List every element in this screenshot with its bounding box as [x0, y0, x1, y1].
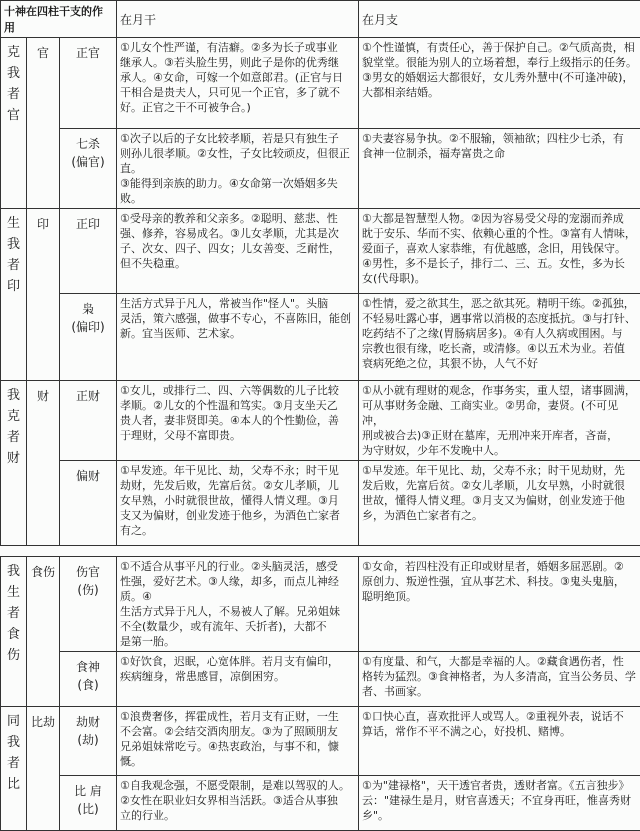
row-qisha: [1, 129, 640, 209]
subcategory-yin: 印: [27, 209, 60, 381]
cell-month-stem: ①浪费奢侈，挥霍成性，若月支有正财，一生 不会富。②会结交酒肉朋友。③为了照顾朋友 兄弟姐妹常吃亏。④热衷政治，与事不和，慷 慨。: [117, 707, 359, 776]
subcategory-guan: 官: [27, 38, 60, 209]
subcategory-cai: 财: [27, 381, 60, 546]
cell-month-stem: ①早发迹。年干见比、劫，父寿不永；时干见 劫财，先发后败，先富后贫。②女儿孝顺，儿 女早熟，小时就很世故，懂得人情义理。③月 支又为偏财，创业发迹于他乡，为酒色亡家者 有之。: [117, 461, 359, 546]
cell-month-stem: ①受母亲的教养和父亲多。②聪明、慈悲、性 强、修养，容易成名。③儿女孝顺，尤其是次 子、次女、四子、四女；儿女善变、乏耐性， 但不失稳重。: [117, 209, 359, 294]
row-shangguan: [1, 557, 640, 652]
category-bijie: 同 我 者 比: [1, 707, 27, 831]
subcategory-bijie: 比劫: [27, 707, 60, 831]
row-jiecai: [1, 707, 640, 776]
ten-god-name: 劫财 (劫): [60, 707, 117, 776]
cell-month-branch: ①夫妻容易争执。②不服输，领袖欲；四柱少七杀，有 食神一位制杀，福寿富贵之命: [359, 129, 640, 209]
row-bijian: [1, 776, 640, 831]
cell-month-branch: ①大都是智慧型人物。②因为容易受父母的宠溺而养成 眈于安乐、华而不实、依赖心重的个性。③富有人情味， 爱面子，喜欢人家恭维，有优越感，念旧，用钱保守。 ④男性，多不是长子，排行二、三、五。女性，多为长 女(代母职)。: [359, 209, 640, 294]
cell-month-branch: ①从小就有理财的观念，作事务实，重人望，诸事圆满， 可从事财务金融、工商实业。②男命，妻贤。(不可见冲， 刑或被合去)③正财在墓库，无刑冲来开库者，吝啬， 为守财奴，少年不发晚中人。: [359, 381, 640, 461]
ten-god-name: 比 肩 (比): [60, 776, 117, 831]
cell-month-branch: ①为"建禄格"，天干透官者贵，透财者富。《五言独步》 云："建禄生是月，财官喜透天；不宜身再旺，惟喜秀财 乡"。: [359, 776, 640, 831]
cell-month-stem: 生活方式异于凡人，常被当作"怪人"。头脑 灵活，策六感强，做事不专心，不喜陈旧，能创 新。宜当医师、艺术家。: [117, 294, 359, 381]
section-gap: [1, 546, 640, 557]
header-row: [1, 1, 640, 38]
row-zhengyin: [1, 209, 640, 294]
col-header-month-stem: 在月干: [117, 1, 359, 38]
subcategory-shishang: 食伤: [27, 557, 60, 707]
row-pianyin: [1, 294, 640, 381]
ten-god-name: 七杀 (偏官): [60, 129, 117, 209]
ten-god-name: 伤官 (伤): [60, 557, 117, 652]
cell-month-stem: ①自我观念强，不愿受限制，是难以驾驭的人。 ②女性在职业妇女界相当活跃。③适合从事独 立的行业。: [117, 776, 359, 831]
ten-god-name: 枭 (偏印): [60, 294, 117, 381]
cell-month-stem: ①女儿，或排行二、四、六等偶数的儿子比较 孝顺。②儿女的个性温和笃实。③月支坐天乙 贵人者，妻非贤即美。④本人的个性勤俭，善 于理财，父母不富即贵。: [117, 381, 359, 461]
ten-god-name: 正财: [60, 381, 117, 461]
category-yin: 生 我 者 印: [1, 209, 27, 381]
ten-god-name: 正官: [60, 38, 117, 129]
cell-month-stem: ①不适合从事平凡的行业。②头脑灵活，感受 性强，爱好艺术。③人缘，却多，而点儿神经质。④ 生活方式异于凡人，不易被人了解。兄弟姐妹 不全(数量少，或有流年、夭折者)，大都不 是第一胎。: [117, 557, 359, 652]
col-header-month-branch: 在月支: [359, 1, 640, 38]
cell-month-stem: ①儿女个性严谨，有洁癖。②多为长子或事业 继承人。③若头脸生男，则此子是你的优秀继 承人。④女命，可嫁一个如意郎君。(正官与日 干相合是贵夫人，只可见一个正官，多了就不 好。正官之干不可被争合。): [117, 38, 359, 129]
cell-month-branch: ①早发迹。年干见比、劫，父寿不永；时干见劫财，先 发后败，先富后贫。②女儿孝顺，儿女早熟，小时就很 世故，懂得人情义理。③月支又为偏财，创业发迹于他 乡，为酒色亡家者有之。: [359, 461, 640, 546]
cell-month-stem: ①次子以后的子女比较孝顺，若是只有独生子 则孙儿很孝顺。②女性，子女比较顽皮，但很正直。 ③能得到亲族的助力。④女命第一次婚姻多失 败。: [117, 129, 359, 209]
row-piancai: [1, 461, 640, 546]
row-zhengguan: [1, 38, 640, 129]
ten-god-name: 食神 (食): [60, 652, 117, 707]
row-shishen: [1, 652, 640, 707]
row-zhengcai: [1, 381, 640, 461]
cell-month-branch: ①口快心直，喜欢批评人或骂人。②重视外表，说话不 算话，常作不平不满之心，好投机、赌博。: [359, 707, 640, 776]
category-shishang: 我 生 者 食 伤: [1, 557, 27, 707]
cell-month-stem: ①好饮食，迟眠，心宽体胖。若月支有偏印， 疾病缠身，常患感冒，凉倒困穷。: [117, 652, 359, 707]
ten-god-name: 正印: [60, 209, 117, 294]
category-cai: 我 克 者 财: [1, 381, 27, 546]
ten-god-name: 偏财: [60, 461, 117, 546]
cell-month-branch: ①有度量、和气，大都是幸福的人。②藏食遇伤者，性 格转为猛烈。③食神格者，为人多清高，宜当公务员、学 者、书画家。: [359, 652, 640, 707]
cell-month-branch: ①性情，爱之欲其生，恶之欲其死。精明干练。②孤独， 不轻易吐露心事，遇事常以消极的态度抵抗。③与打针、 吃药结不了之缘(胃肠病居多)。④有人久病或围困。与 宗教也很有缘，吃长斋，或清修。④以五术为业。若值 衰病死绝之位，其狠不协，人气不好: [359, 294, 640, 381]
cell-month-branch: ①个性谨慎，有责任心，善于保护自己。②气质高贵，相 貌堂堂。很能为别人的立场着想，奉行上级指示的任务。 ③男女的婚姻运大都很好，女儿秀外慧中(不可逢冲破)， 大都相亲结婚。: [359, 38, 640, 129]
category-guan: 克 我 者 官: [1, 38, 27, 209]
table-title: 十神在四柱干支的作用: [1, 1, 117, 38]
cell-month-branch: ①女命，若四柱没有正印或财星者，婚姻多屈恶剧。② 原创力、叛逆性强，宜从事艺术、科技。③鬼头鬼脑， 聪明绝顶。: [359, 557, 640, 652]
